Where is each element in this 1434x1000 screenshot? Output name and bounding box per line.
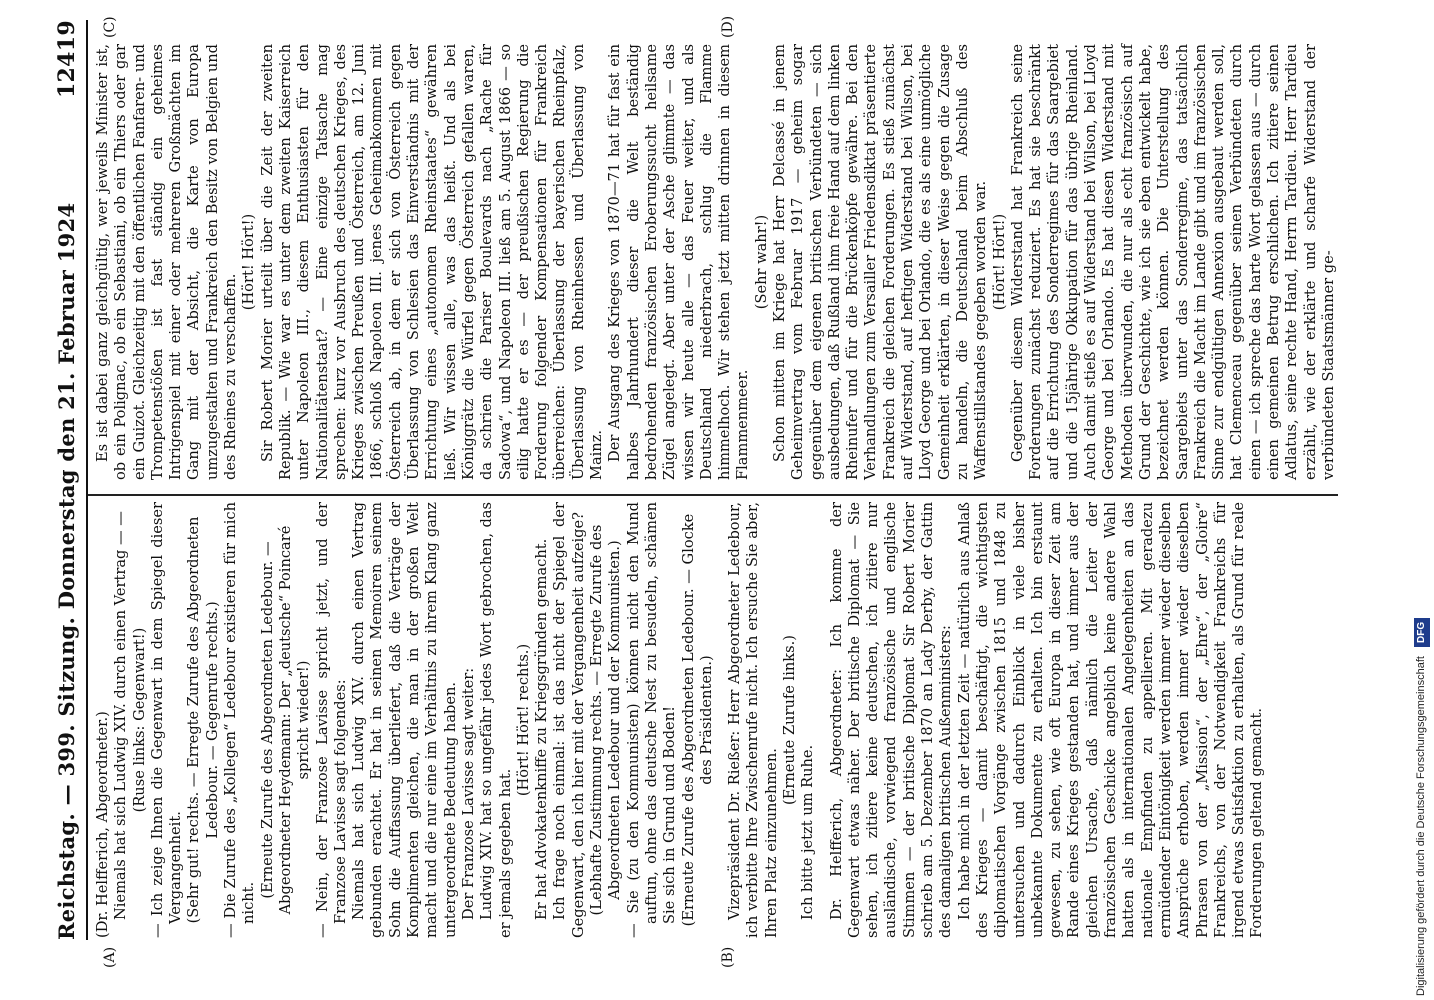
interjection: (Erneute Zurufe des Abgeordneten Ledebour. — Glocke des Präsidenten.) bbox=[679, 513, 715, 927]
page-number: 12419 bbox=[54, 20, 80, 99]
quotation: Ludwig XIV. hat so ungefähr jedes Wort gebrochen, das er jemals gegeben hat. bbox=[478, 502, 514, 938]
quotation: Er hat Advokatenkniffe zu Kriegsgründen gemacht. bbox=[533, 538, 551, 920]
interjection: (Ruse links: Gegenwart!) bbox=[130, 627, 148, 813]
dfg-logo: DFG bbox=[1414, 618, 1430, 647]
quotation: Niemals hat sich Ludwig XIV. durch einen Vertrag gebunden erachtet. Er hat in seinen Memoiren seinem Sohn die Auffassung überliefert, daß die Verträge der Komplimenten gleichen, die man in der großen Welt macht und die nur eine im Verhältnis zu ihrem Klang ganz untergeordnete Bedeutung haben. bbox=[350, 502, 459, 938]
header-rule bbox=[86, 20, 88, 940]
interjection: (Sehr wahr!) bbox=[752, 214, 770, 310]
paragraph: Schon mitten im Kriege hat Herr Delcassé in jenem Geheimvertrag vom Februar 1917 — geheim sogar gegenüber dem eigenen britischen Verbündeten — sich ausbedungen, daß Rußland ihm freie Hand auf dem linken Rheinufer und für die Brückenköpfe gewähre. Bei den Verhandlungen zum Versailler Friedensdiktat präsentierte Frankreich die gleichen Forderungen. Es stieß zunächst auf Widerstand, auf heftigen Widerstand bei Wilson, bei Lloyd George und bei Orlando, die es als eine unmögliche Gemeinheit erklärten, in dieser Weise gegen die Zusage zu handeln, die Deutschland beim Abschluß des Waffenstillstandes gegeben worden war. bbox=[770, 44, 990, 480]
interjection: (Hört! Hört!) bbox=[240, 213, 258, 311]
interjection: (Hört! Hört!) bbox=[990, 213, 1008, 311]
digitization-credit bbox=[1412, 6, 1430, 996]
paragraph: Der Franzose Lavisse sagt weiter: bbox=[459, 667, 477, 920]
margin-label-a: (A) bbox=[102, 946, 118, 968]
right-column bbox=[94, 44, 1337, 480]
column-divider bbox=[88, 494, 1338, 496]
quotation: Es ist dabei ganz gleichgültig, wer jeweils Minister ist, ob ein Polignac, ob ein Sebastiani, ob ein Thiers oder gar ein Guizot. Gleichzeitig mit den öffentlichen Fanfaren- und Trompetenstößen ist fast ständig ein geheimes Intrigenspiel mit einer oder mehreren Großmächten im Gang mit der Absicht, die Karte von Europa umzugestalten und Frankreich den Besitz von Belgien und des Rheines zu verschaffen. bbox=[94, 44, 240, 480]
paragraph: Sir Robert Morier urteilt über die Zeit der zweiten Republik. — Wie war es unter dem zweiten Kaiserreich unter Napoleon III., diesem Enthusiasten für den Nationalitätenstaat? — Eine einzige Tatsache mag sprechen: kurz vor Ausbruch des deutschen Krieges, des Krieges zwischen Preußen und Österreich, am 12. Juni 1866, schloß Napoleon III. jenes Geheimabkommen mit Österreich ab, in dem er sich von Österreich gegen Überlassung von Schlesien das Einverständnis mit der Errichtung eines „autonomen Rheinstaates“ gewähren ließ. Wir wissen alle, was das heißt. Und als bei Königgrätz die Würfel gegen Österreich gefallen waren, da schrien die Pariser Boulevards nach „Rache für Sadowa“, und Napoleon III. ließ am 5. August 1866 — so eilig hatte er es — der preußischen Regierung die Forderung folgender Kompensationen für Frankreich überreichen: Überlassung der bayerischen Rheinpfalz, Überlassung von Rheinhessen und Überlassung von Mainz. bbox=[258, 44, 606, 480]
speaker-paragraph: Dr. Helfferich, Abgeordneter: Ich komme der Gegenwart etwas näher. Der britische Diplomat — Sie sehen, ich zitiere keine deutschen, ich zitiere nur ausländische, vorwiegend französische und englische Stimmen — der britische Diplomat Sir Robert Morier schrieb am 5. Dezember 1870 an Lady Derby, der Gattin des damaligen britischen Außenministers: bbox=[827, 502, 955, 938]
margin-label-c: (C) bbox=[102, 16, 118, 38]
paragraph: Der Ausgang des Krieges von 1870—71 hat für fast ein halbes Jahrhundert dieser die Welt beständig bedrohenden französischen Eroberungssucht heilsame Zügel angelegt. Aber unter der Asche glimmte — das wissen wir heute alle — das Feuer weiter, und als Deutschland niederbrach, schlug die Flamme himmelhoch. Wir stehen jetzt mitten drinnen in diesem Flammenmeer. bbox=[606, 44, 752, 480]
margin-label-b: (B) bbox=[720, 946, 736, 968]
speaker-continuation: (Dr. Helfferich, Abgeordneter.) bbox=[94, 711, 111, 938]
paragraph: Ich bitte jetzt um Ruhe. bbox=[799, 744, 817, 920]
left-column bbox=[94, 502, 1334, 938]
speaker-paragraph: Vizepräsident Dr. Rießer: Herr Abgeordneter Ledebour, ich verbitte Ihre Zwischenrufe nicht. Ich ersuche Sie aber, Ihren Platz einzunehmen. bbox=[726, 502, 780, 938]
quotation: Ich habe mich in der letzten Zeit — natürlich aus Anlaß des Krieges — damit beschäftigt, die wichtigsten diplomatischen Vorgänge zwischen 1815 und 1848 zu untersuchen und dadurch Einblick in viele bisher unbekannte Dokumente zu erhalten. Ich bin erstaunt gewesen, zu sehen, wie oft Europa in dieser Zeit am Rande eines Krieges gestanden hat, und immer aus der gleichen Ursache, daß nämlich die Leiter der französischen Geschicke angeblich keine andere Wahl hatten als in internationalen Angelegenheiten an das nationale Empfinden zu appellieren. Mit geradezu ermüdender Eintönigkeit werden immer wieder dieselben Ansprüche erhoben, werden immer wieder dieselben Phrasen von der „Mission“, der „Ehre“, der „Gloire“ Frankreichs, von der Notwendigkeit Frankreichs für irgend etwas Satisfaktion zu erhalten, als Grund für reale Forderungen geltend gemacht. bbox=[955, 502, 1266, 938]
interjection: (Erneute Zurufe des Abgeordneten Ledebour. — Abgeordneter Heydemann: Der „deutsche“ Poincaré spricht wieder!) bbox=[258, 525, 313, 915]
paragraph: — Die Zurufe des „Kollegen“ Ledebour existieren für mich nicht. bbox=[222, 502, 258, 938]
paragraph: — Nein, der Franzose Lavisse spricht jetzt, und der Franzose Lavisse sagt folgendes: bbox=[313, 502, 349, 938]
paragraph: Gegenüber diesem Widerstand hat Frankreich seine Forderungen zunächst reduziert. Es hat sie beschränkt auf die Errichtung des Sonderregimes für das Saargebiet und die 15jährige Okkupation für das übrige Rheinland. Auch damit stieß es auf Widerstand bei Wilson, bei Lloyd George und bei Orlando. Es hat diesen Widerstand mit Methoden überwunden, die nur als echt französisch auf Grund der Geschichte, wie ich sie eben entwickelt habe, bezeichnet werden können. Die Unterstellung des Saargebiets unter das Sonderregime, das tatsächlich Frankreich die Macht im Lande gibt und im französischen Sinne zur endgültigen Annexion ausgebaut werden soll, hat Clemenceau gegenüber seinen Verbündeten durch einen — ich spreche das harte Wort gelassen aus — durch einen gemeinen Betrug erschlichen. Ich zitiere seinen Adlatus, seine rechte Hand, Herrn Tardieu. Herr Tardieu erzählt, wie der erklärte und scharfe Widerstand der verbündeten Staatsmänner ge- bbox=[1008, 44, 1337, 480]
running-title: Reichstag. — 399. Sitzung. Donnerstag den 21. Februar 1924 bbox=[54, 202, 79, 940]
credit-text: Digitalisierung gefördert durch die Deutsche Forschungsgemeinschaft bbox=[1415, 656, 1427, 996]
paragraph: Niemals hat sich Ludwig XIV. durch einen Vertrag — — bbox=[112, 511, 130, 920]
interjection: (Lebhafte Zustimmung rechts. — Erregte Zurufe des Abgeordneten Ledebour und der Kommunisten.) bbox=[588, 524, 624, 916]
interjection: (Erneute Zurufe links.) bbox=[780, 635, 798, 805]
paragraph: Ich frage noch einmal: ist das nicht der Spiegel der Gegenwart, den ich hier mit der Vergangenheit aufzeige? bbox=[551, 502, 587, 938]
paragraph: — Ich zeige Ihnen die Gegenwart in dem Spiegel dieser Vergangenheit. bbox=[148, 502, 185, 938]
margin-label-d: (D) bbox=[720, 15, 736, 38]
interjection: (Hört! Hört! rechts.) bbox=[514, 643, 532, 797]
page-header bbox=[52, 20, 82, 940]
interjection: (Sehr gut! rechts. — Erregte Zurufe des Abgeordneten Ledebour. — Gegenrufe rechts.) bbox=[185, 516, 221, 924]
paragraph: — Sie (zu den Kommunisten) können nicht den Mund auftun, ohne das deutsche Nest zu besudeln, schämen Sie sich in Grund und Boden! bbox=[624, 502, 679, 938]
